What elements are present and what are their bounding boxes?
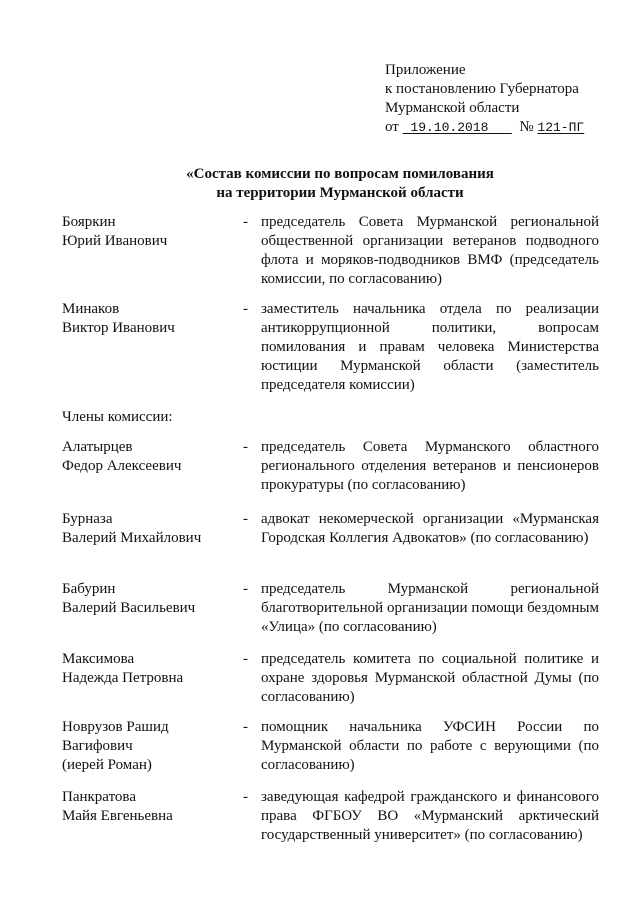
member-name: Бабурин Валерий Васильевич	[62, 581, 196, 616]
title-line: «Состав комиссии по вопросам помилования	[186, 166, 494, 182]
appendix-line: Приложение	[385, 62, 466, 78]
dash: -	[243, 511, 248, 527]
member-name: Минаков Виктор Иванович	[62, 301, 175, 336]
dash: -	[243, 651, 248, 667]
member-name: Новрузов Рашид Вагифович (иерей Роман)	[62, 719, 169, 773]
member-position: председатель Совета Мурманской региональной общественной организации ветеранов подводного флота и моряков-подводников ВМФ (председатель комиссии, по согласованию)	[261, 214, 599, 287]
dash: -	[243, 719, 248, 735]
member-position: председатель Мурманской региональной благотворительной организации помощи бездомным «Улица» (по согласованию)	[261, 581, 599, 635]
decree-date: 19.10.2018	[410, 120, 489, 135]
document-title	[90, 165, 590, 203]
member-name: Бурназа Валерий Михайлович	[62, 511, 202, 546]
decree-number: 121-ПГ	[537, 120, 585, 135]
members-label: Члены комиссии:	[62, 409, 173, 425]
dash: -	[243, 301, 248, 317]
appendix-header	[385, 61, 625, 137]
appendix-line: к постановлению Губернатора	[385, 81, 579, 97]
member-position: председатель комитета по социальной политике и охране здоровья Мурманской областной Думы (по согласованию)	[261, 651, 599, 705]
member-name: Бояркин Юрий Иванович	[62, 214, 168, 249]
member-name: Максимова Надежда Петровна	[62, 651, 184, 686]
date-prefix: от	[385, 119, 399, 135]
appendix-line: Мурманской области	[385, 100, 520, 116]
member-position: помощник начальника УФСИН России по Мурманской области по работе с верующими (по согласованию)	[261, 719, 599, 773]
member-position: адвокат некомерческой организации «Мурманская Городская Коллегия Адвокатов» (по согласованию)	[261, 511, 599, 546]
member-position: заместитель начальника отдела по реализации антикоррупционной политики, вопросам помилования и правам человека Министерства юстиции Мурманской области (заместитель председателя комиссии)	[261, 301, 599, 393]
dash: -	[243, 439, 248, 455]
member-position: заведующая кафедрой гражданского и финансового права ФГБОУ ВО «Мурманский арктический государственный университет» (по согласованию)	[261, 789, 599, 843]
appendix-date-line	[385, 118, 625, 137]
member-position: председатель Совета Мурманского областного регионального отделения ветеранов и пенсионеров прокуратуры (по согласованию)	[261, 439, 599, 493]
dash: -	[243, 581, 248, 597]
number-prefix: №	[519, 119, 534, 135]
member-name: Панкратова Майя Евгеньевна	[62, 789, 173, 824]
dash: -	[243, 214, 248, 230]
member-name: Алатырцев Федор Алексеевич	[62, 439, 182, 474]
title-line: на территории Мурманской области	[216, 185, 464, 201]
dash: -	[243, 789, 248, 805]
